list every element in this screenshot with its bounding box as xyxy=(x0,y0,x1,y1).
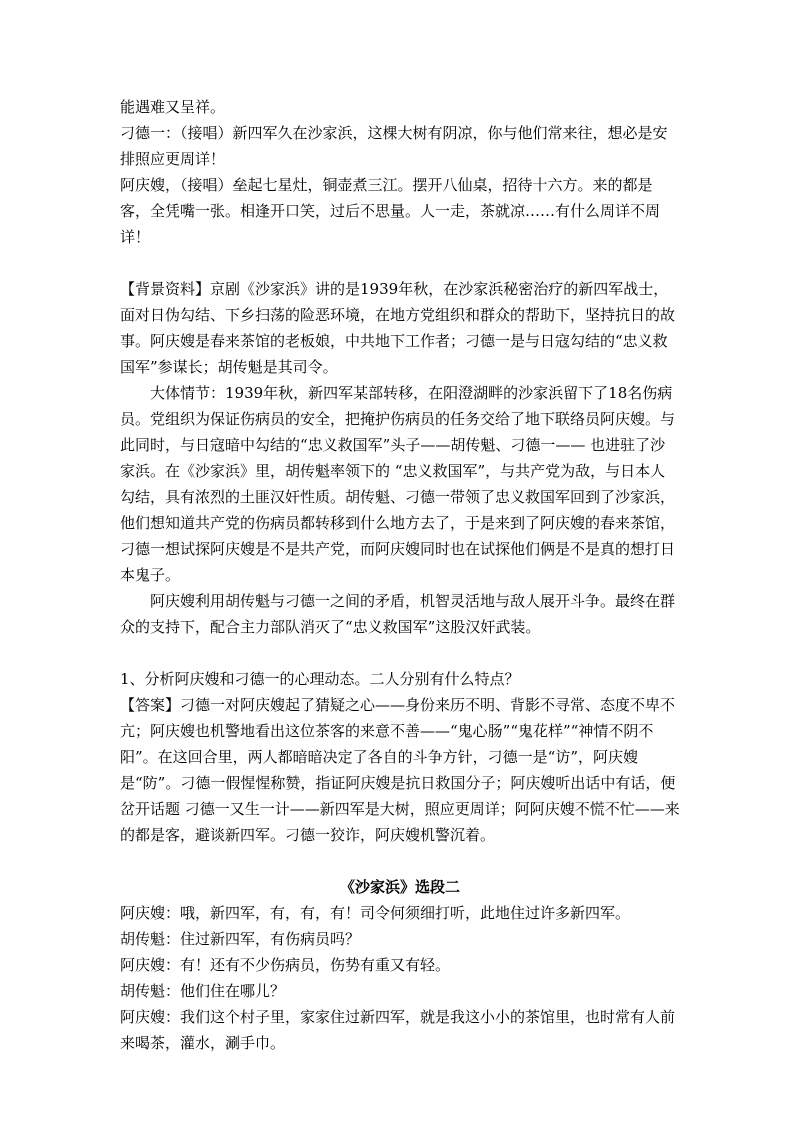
question-text: 1、分析阿庆嫂和刁德一的心理动态。二人分别有什么特点？ xyxy=(120,670,520,688)
intro-line: 能遇难又呈祥。 xyxy=(120,98,226,116)
aqingsao-line: 阿庆嫂，（接唱）垒起七星灶，铜壶煮三江。摆开八仙桌，招待十六方。来的都是客，全凭嘴一张。相逢开口笑，过后不思量。人一走，茶就凉……有什么周详不周详！ xyxy=(120,176,661,246)
section-title: 《沙家浜》选段二 xyxy=(339,878,460,896)
plot-paragraph: 大体情节：1939年秋，新四军某部转移，在阳澄湖畔的沙家浜留下了18名伤病员。党组织为保证伤病员的安全，把掩护伤病员的任务交给了地下联络员阿庆嫂。与此同时，与日寇暗中勾结的“忠义救国军”头子——胡传魁、刁德一—— 也进驻了沙家浜。在《沙家浜》里，胡传魁率领下的 “忠义救国军”，与共产党为敌，与日本人勾结，具有浓烈的土匪汉奸性质。胡传魁、刁德一带领了忠义救国军回到了沙家浜，他们想知道共产党的伤病员都转移到什么地方去了，于是来到了阿庆嫂的春来茶馆，刁德一想试探阿庆嫂是不是共产党，而阿庆嫂同时也在试探他们俩是不是真的想打日本鬼子。 xyxy=(120,384,676,584)
document-page xyxy=(120,94,680,1056)
dialogue-line: 胡传魁：他们住在哪儿？ xyxy=(120,982,286,1000)
dialogue-line: 阿庆嫂：我们这个村子里，家家住过新四军，就是我这小小的茶馆里，也时常有人前来喝茶，灌水，涮手巾。 xyxy=(120,1008,676,1052)
diaodeyi-line: 刁德一：（接唱）新四军久在沙家浜，这棵大树有阴凉，你与他们常来往，想必是安排照应更周详！ xyxy=(120,124,668,168)
spacer xyxy=(120,250,680,276)
dialogue-line: 阿庆嫂：哦，新四军，有，有，有！司令何须细打听，此地住过许多新四军。 xyxy=(120,904,631,922)
answer-text: 刁德一对阿庆嫂起了猜疑之心——身份来历不明、背影不寻常、态度不卑不亢；阿庆嫂也机警地看出这位茶客的来意不善——“鬼心肠”“鬼花样”“神情不阴不阳”。在这回合里，两人都暗暗决定了各自的斗争方针，刁德一是“访”，阿庆嫂是“防”。刁德一假惺惺称赞，指证阿庆嫂是抗日救国分子；阿庆嫂听出话中有话，便岔开话题 刁德一又生一计——新四军是大树，照应更周详；阿阿庆嫂不慌不忙——来的都是客，避谈新四军。刁德一狡诈，阿庆嫂机警沉着。 xyxy=(120,696,680,844)
dialogue-line: 胡传魁：住过新四军，有伤病员吗？ xyxy=(120,930,361,948)
spacer xyxy=(120,640,680,666)
background-text: 京剧《沙家浜》讲的是1939年秋，在沙家浜秘密治疗的新四军战士，面对日伪勾结、下乡扫荡的险恶环境，在地方党组织和群众的帮助下，坚持抗日的故事。阿庆嫂是春来茶馆的老板娘，中共地下工作者；刁德一是与日寇勾结的“忠义救国军”参谋长；胡传魁是其司令。 xyxy=(120,280,676,376)
answer-label: 【答案】 xyxy=(120,696,181,714)
spacer xyxy=(120,848,680,874)
background-label: 【背景资料】 xyxy=(120,280,211,298)
answer-paragraph xyxy=(120,692,680,848)
ending-paragraph: 阿庆嫂利用胡传魁与刁德一之间的矛盾，机智灵活地与敌人展开斗争。最终在群众的支持下，配合主力部队消灭了“忠义救国军”这股汉奸武装。 xyxy=(120,592,676,636)
background-paragraph xyxy=(120,276,680,380)
dialogue-line: 阿庆嫂：有！还有不少伤病员，伤势有重又有轻。 xyxy=(120,956,451,974)
